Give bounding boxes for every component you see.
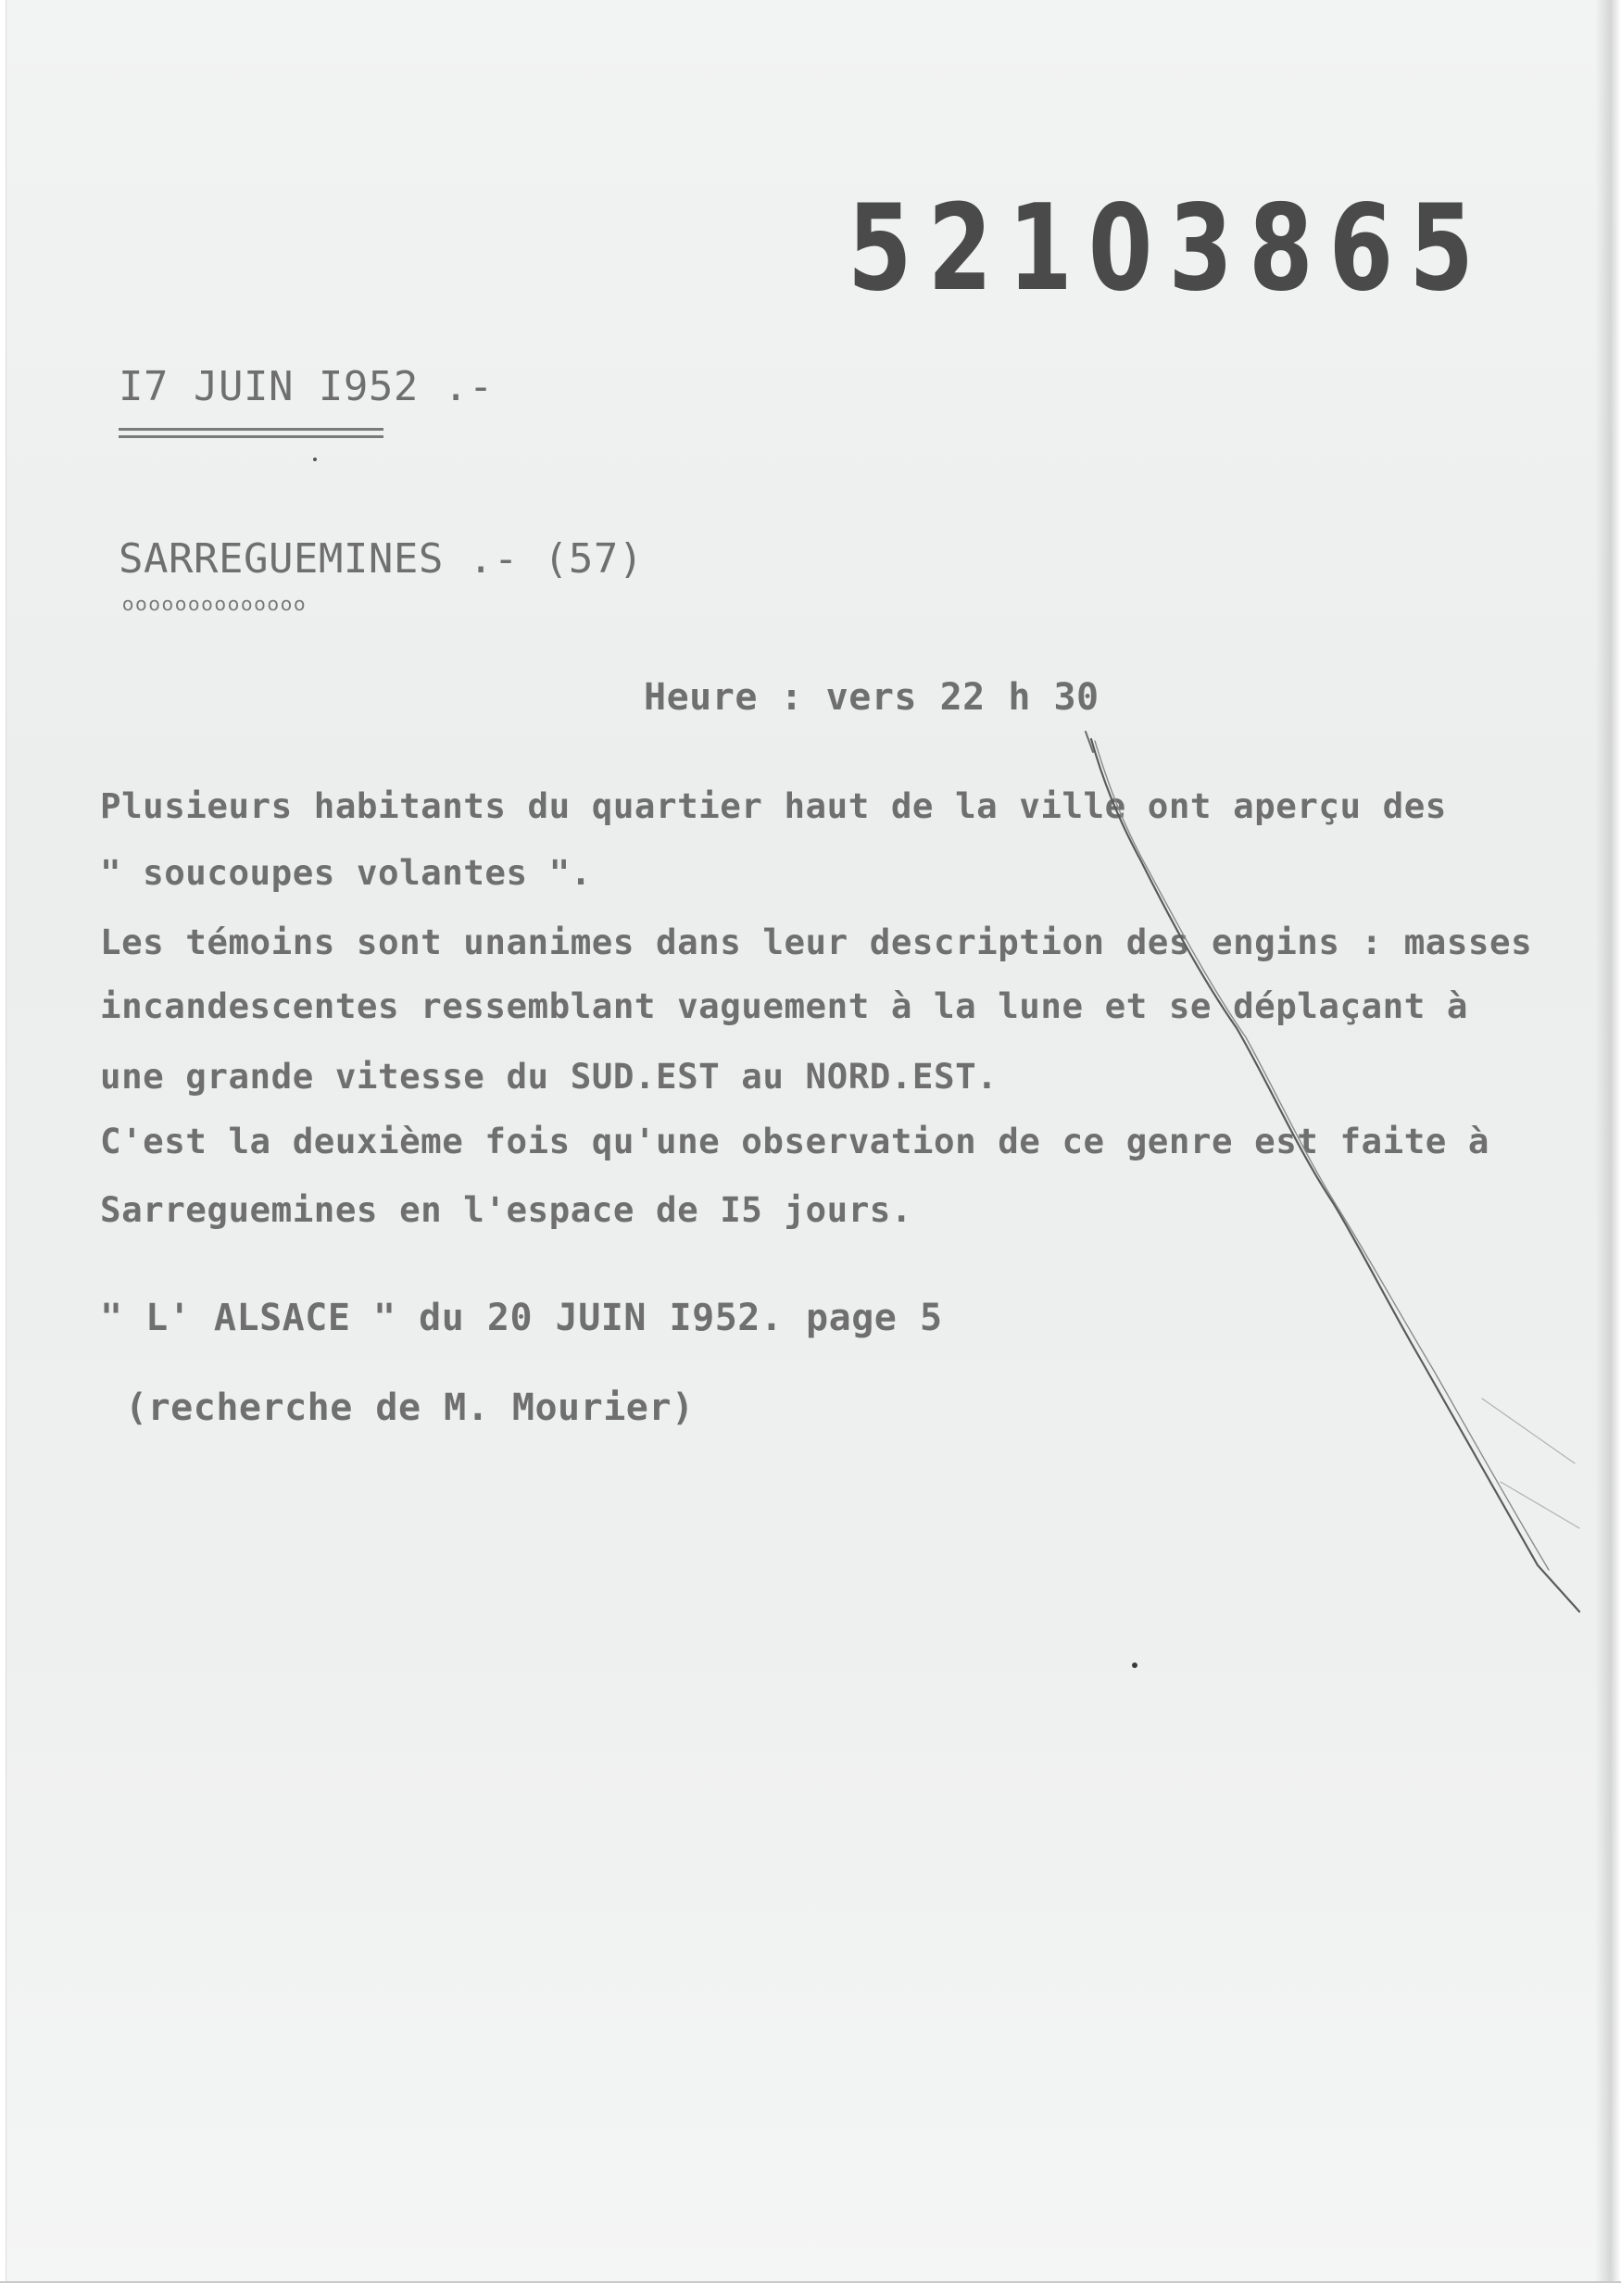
body-line-6: C'est la deuxième fois qu'une observation de ce genre est faite à	[100, 1121, 1489, 1161]
body-line-3: Les témoins sont unanimes dans leur description des engins : masses	[100, 922, 1533, 962]
place-heading: SARREGUEMINES .- (57)	[119, 535, 644, 583]
observation-time: Heure : vers 22 h 30	[644, 676, 1100, 719]
newspaper-source: " L' ALSACE " du 20 JUIN I952. page 5	[100, 1297, 943, 1339]
place-underline-dots: oooooooooooooo	[122, 593, 308, 615]
body-line-7: Sarreguemines en l'espace de I5 jours.	[100, 1189, 912, 1230]
body-line-4: incandescentes ressemblant vaguement à la lune et se déplaçant à	[100, 985, 1468, 1026]
ink-speck	[313, 458, 317, 461]
body-line-2: " soucoupes volantes ".	[100, 852, 592, 893]
reference-number-stamp: 52103865	[848, 180, 1490, 318]
body-line-1: Plusieurs habitants du quartier haut de la ville ont aperçu des	[100, 785, 1447, 826]
document-date: I7 JUIN I952 .-	[119, 363, 494, 410]
ink-speck	[1132, 1662, 1137, 1668]
body-line-5: une grande vitesse du SUD.EST au NORD.EST.	[100, 1056, 999, 1097]
research-credit: (recherche de M. Mourier)	[125, 1386, 695, 1429]
